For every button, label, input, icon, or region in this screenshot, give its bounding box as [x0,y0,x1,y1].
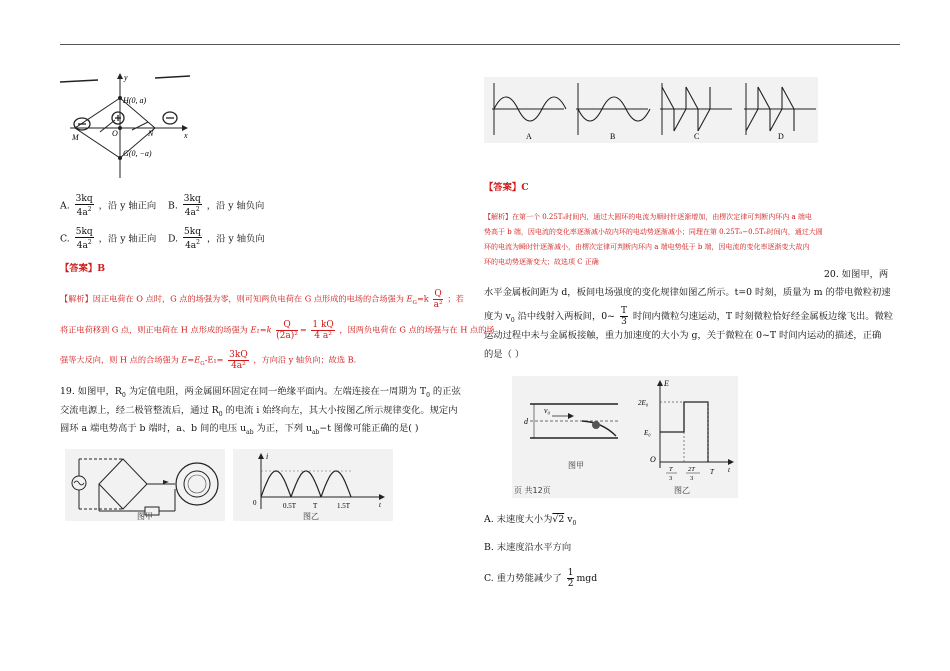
q19-choice-c [660,83,732,141]
q20-yi-t1-num: T [669,466,673,473]
q18-option-c: C. $\frac{5kq}{4a^2}$ ，沿 y 轴正向 [60,227,157,251]
q19-yi-tick-1: 0.5T [283,502,297,510]
q20-jia-d: d [524,417,528,426]
q19-yi-current-curve [261,471,351,497]
q19-choice-graphs [484,77,818,143]
q19-yi-tick-0: 0 [253,499,257,507]
q20-yi-t2-den: 3 [690,475,694,482]
q18-analysis-line2: 将正电荷移到 G 点，则正电荷在 H 点形成的场强为 E₁=k $\frac{Q}{\text{(2a)²}}$ = $\frac{1 kQ}{\text{4 a²}}$ ，因两负电荷在 G 点的场强与在 H 点的场 [60,320,495,341]
q19-jia-caption: 图甲 [137,512,153,521]
q18-label-m: M [72,133,79,142]
q20-option-a: A. 末速度大小为√2 $v_0$ [484,514,577,527]
q19-choice-a [492,83,566,141]
q19-analysis-line1: 【解析】在第一个 0.25T₀时间内，通过大圆环的电流为顺时针逐渐增加，由楞次定律可判断内环内 a 端电 [484,213,812,221]
q19-choice-b [576,83,650,141]
q20-figures [512,376,738,498]
q18-figure [60,70,210,182]
q18-analysis-line1: 【解析】因正电荷在 O 点时，G 点的场强为零，则可知两负电荷在 G 点形成的电场的合场强为 $E_G=k$ $\frac{Q}{\text{a²}}$ ；若 [60,289,464,310]
q20-yi-caption: 图乙 [674,486,690,495]
q20-page-note: 页 共12页 [514,486,551,495]
q18-option-b: B. $\frac{3kq}{4a^2}$ ，沿 y 轴负向 [168,194,265,218]
q19-choice-label-a: A [526,132,532,141]
q19-analysis-line2: 势高于 b 端，因电流的变化率逐渐减小故内环的电动势逐渐减小；同理在第 0.25T₀−0.5T₀时间内，通过大圆 [484,228,823,236]
q19-choice-label-b: B [610,132,616,141]
q18-option-a: A. $\frac{3kq}{4a^2}$ ，沿 y 轴正向 [60,194,157,218]
q20-jia-caption: 图甲 [568,461,584,470]
q20-line2: 水平金属板间距为 d，板间电场强度的变化规律如图乙所示。t=0 时刻，质量为 m 的带电微粒初速 [484,287,891,298]
q20-figure-yi [638,379,734,482]
q19-yi-axis-i: i [266,452,269,461]
q19-line1: 19. 如图甲，$R_0$ 为定值电阻，两金属圆环固定在同一绝缘平面内。左端连接在一周期为 $T_0$ 的正弦 [60,386,461,399]
q20-option-c: C. 重力势能减少了 $\frac{1}{2}$ mgd [484,568,598,589]
q18-label-h: H(0, a) [123,96,147,105]
q19-figure-jia [65,449,225,521]
q20-yi-tt: t [728,466,730,474]
q20-figure-jia [524,404,618,470]
q19-yi-tick-3: 1.5T [337,502,351,510]
q19-yi-caption: 图乙 [303,512,319,521]
q20-line5: 的是（ ） [484,349,525,360]
q19-line3: 圆环 a 端电势高于 b 端时，a、b 间的电压 $u_{ab}$ 为正，下列 $u_{ab}-t$ 图像可能正确的是( ) [60,423,419,436]
q20-yi-2e0: 2E₀ [638,399,649,407]
q20-jia-v0: v₀ [544,406,551,415]
q20-line1: 20. 如图甲，两 [824,269,889,280]
q18-option-d: D. $\frac{5kq}{4a^2}$ ，沿 y 轴负向 [168,227,265,251]
q18-answer: 【答案】B [60,263,106,274]
q19-figure-yi [233,449,393,521]
q20-yi-e: E [664,379,669,388]
q20-line3: 度为 $v_0$ 沿中线射入两板间，0~ $\frac{T}{3}$ 时间内微粒匀速运动，T 时刻微粒恰好经金属板边缘飞出。微粒 [484,306,894,327]
q19-choice-d [744,83,816,141]
q19-yi-tick-2: T [313,502,318,510]
q20-yi-e0: E₀ [644,429,651,437]
q19-choice-label-c: C [694,132,700,141]
q19-choice-label-d: D [778,132,784,141]
q18-label-x: x [184,131,188,140]
q20-yi-t: T [710,468,714,476]
q18-label-y: y [124,73,128,82]
q20-yi-t2-num: 2T [688,466,695,473]
q18-analysis-line3: 强等大反向，则 H 点的合场强为 $E=E_G-E_1=$ $\frac{3kQ}{\text{4a²}}$ ，方向沿 y 轴负向；故选 B. [60,350,357,371]
q19-analysis-line4: 环的电动势逐渐变大；故选项 C 正确 [484,258,599,266]
q19-line2: 交流电源上，经二极管整流后，通过 $R_0$ 的电流 i 始终向左，其大小按图乙所示规律变化。规定内 [60,405,458,418]
q20-line4: 运动过程中未与金属板接触，重力加速度的大小为 g，关于微粒在 0~T 时间内运动的描述，正确 [484,330,882,341]
q18-label-n: N [148,129,154,138]
q20-option-b: B. 末速度沿水平方向 [484,542,572,553]
q20-yi-o: O [650,455,656,464]
q18-label-o: O [112,129,118,138]
q19-analysis-line3: 环的电流为瞬时针逐渐减小，由楞次定律可判断内环内 a 端电势低于 b 端，因电流的变化率逐渐变大故内 [484,243,810,251]
q19-answer: 【答案】C [484,182,529,193]
header-rule [60,44,900,45]
q20-yi-t1-den: 3 [669,475,673,482]
q18-label-g: G(0, −a) [123,149,152,158]
q19-yi-tick-4: t [379,501,381,509]
